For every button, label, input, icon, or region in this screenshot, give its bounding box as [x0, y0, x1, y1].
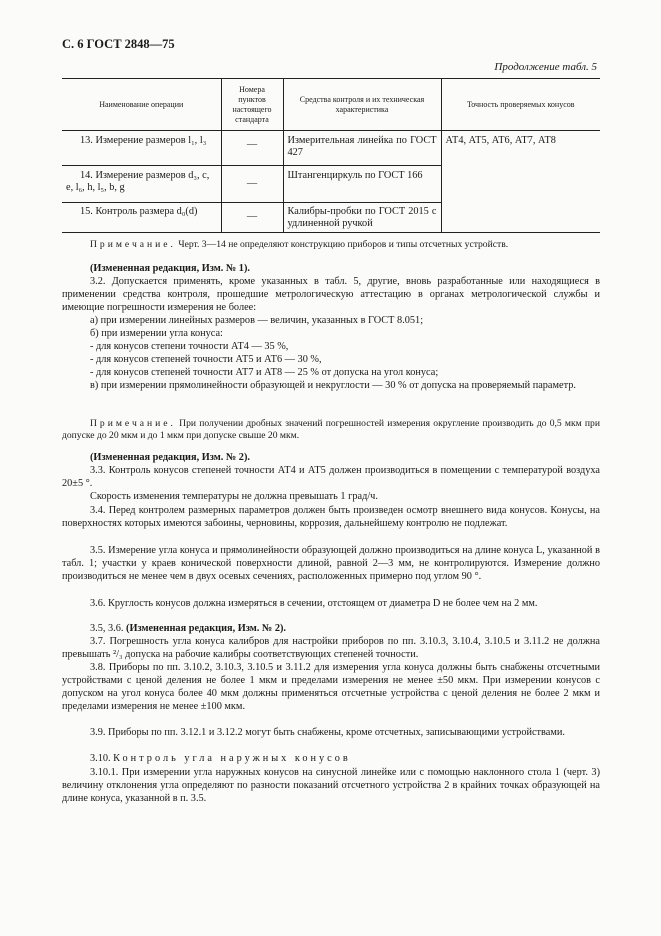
cell-accuracy: АТ4, АТ5, АТ6, АТ7, АТ8: [441, 131, 600, 233]
col-header-points: Номера пунктов настоящего стандарта: [221, 79, 283, 131]
paragraph-3-5-3-6-revision: 3.5, 3.6. (Измененная редакция, Изм. № 2).: [90, 623, 286, 634]
note-table: Примечание. Черт. 3—14 не определяют конструкцию приборов и типы отсчетных устройств.: [90, 239, 509, 250]
cell-means: Измерительная линейка по ГОСТ 427: [283, 131, 441, 166]
cell-points: —: [221, 203, 283, 233]
note-rounding: Примечание. При получении дробных значений погрешностей измерения округление производить до 0,5 мкм при допуске до 20 мкм и до 1 мкм при допуске свыше 20 мкм.: [62, 418, 600, 442]
paragraph-3-2: 3.2. Допускается применять, кроме указанных в табл. 5, другие, вновь разработанные или находящиеся в применении средства контроля, прошедшие метрологическую аттестацию в органах метрологической службы и имеющие погрешности измерения не более:: [62, 276, 600, 313]
paragraph-3-8: 3.8. Приборы по пп. 3.10.2, 3.10.3, 3.10.5 и 3.11.2 для измерения угла конуса должны быть снабжены отсчетными устройствами с ценой деления не более 1 мкм и пределами измерения не менее ±50 мкм. При измерении конусов с допуском на угол конуса более 40 мкм должны применяться отсчетные устройства с ценой деления не более 2 мкм и пределами измерения не менее ±100 мкм.: [62, 662, 600, 712]
paragraph-3-7: 3.7. Погрешность угла конуса калибров для настройки приборов по пп. 3.10.3, 3.10.4, 3.10.5 и 3.11.2 не должна превышать ²/₃ допуска на рабочие калибры соответствующих степеней точности.: [62, 636, 600, 660]
table-continuation-label: Продолжение табл. 5: [494, 61, 597, 73]
cell-operation: 15. Контроль размера d₀(d): [62, 203, 221, 233]
col-header-means: Средства контроля и их техническая характеристика: [283, 79, 441, 131]
cell-operation: 13. Измерение размеров l₁, l₃: [62, 131, 221, 166]
col-header-operation: Наименование операции: [62, 79, 221, 131]
cell-points: —: [221, 131, 283, 166]
list-item: - для конусов степеней точности АТ5 и АТ6 — 30 %,: [90, 353, 322, 365]
paragraph-3-4: 3.4. Перед контролем размерных параметров должен быть произведен осмотр внешнего вида конусов. Конусы, на поверхностях которых имеются забоины, черновины, коррозия, дальнейшему контролю не подлежат.: [62, 505, 600, 529]
page-header: С. 6 ГОСТ 2848—75: [62, 37, 175, 51]
paragraph-3-10-1: 3.10.1. При измерении угла наружных конусов на синусной линейке или с помощью наклонного стола 1 (черт. 3) величину отклонения угла определяют по разности показаний отсчетного устройства 2 в крайних точках образующей на длине конуса, указанной в п. 3.5.: [62, 767, 600, 804]
paragraph-3-3: 3.3. Контроль конусов степеней точности АТ4 и АТ5 должен производиться в помещении с температурой воздуха 20±5 °.: [62, 465, 600, 489]
paragraph-3-6: 3.6. Круглость конусов должна измеряться в сечении, отстоящем от диаметра D не более чем на 2 мм.: [90, 598, 538, 609]
table-header-row: [62, 79, 600, 131]
list-item: - для конусов степени точности АТ4 — 35 %,: [90, 340, 289, 352]
revision-note-2: (Измененная редакция, Изм. № 2).: [90, 452, 250, 463]
list-item: в) при измерении прямолинейности образующей и некруглости — 30 % от допуска на проверяемый параметр.: [90, 379, 576, 391]
cell-means: Штангенциркуль по ГОСТ 166: [283, 166, 441, 203]
list-item: а) при измерении линейных размеров — величин, указанных в ГОСТ 8.051;: [90, 315, 424, 326]
section-heading-3-10: 3.10. Контроль угла наружных конусов: [90, 753, 351, 764]
list-item: - для конусов степеней точности АТ7 и АТ8 — 25 % от допуска на угол конуса;: [90, 366, 439, 378]
paragraph-3-9: 3.9. Приборы по пп. 3.12.1 и 3.12.2 могут быть снабжены, кроме отсчетных, записывающими устройствами.: [90, 727, 565, 738]
control-means-table: [62, 78, 600, 233]
col-header-accuracy: Точность проверяемых конусов: [441, 79, 600, 131]
cell-means: Калибры-пробки по ГОСТ 2015 с удлиненной ручкой: [283, 203, 441, 233]
cell-operation: 14. Измерение размеров d₃, c, e, l₆, h, l₅, b, g: [62, 166, 221, 203]
measurement-list: [62, 315, 600, 392]
paragraph-temperature-rate: Скорость изменения температуры не должна превышать 1 град/ч.: [90, 491, 378, 502]
list-item: б) при измерении угла конуса:: [90, 327, 223, 339]
table-row: [62, 131, 600, 166]
cell-points: —: [221, 166, 283, 203]
revision-note-1: (Измененная редакция, Изм. № 1).: [90, 263, 250, 274]
paragraph-3-5: 3.5. Измерение угла конуса и прямолинейности образующей должно производиться на длине конуса L, указанной в табл. 1; участки у краев конической поверхности длиной, равной 2—3 мм, не контролируются. Измерение должно производиться не менее чем в двух осевых сечениях, расположенных примерно под углом 90 °.: [62, 545, 600, 582]
